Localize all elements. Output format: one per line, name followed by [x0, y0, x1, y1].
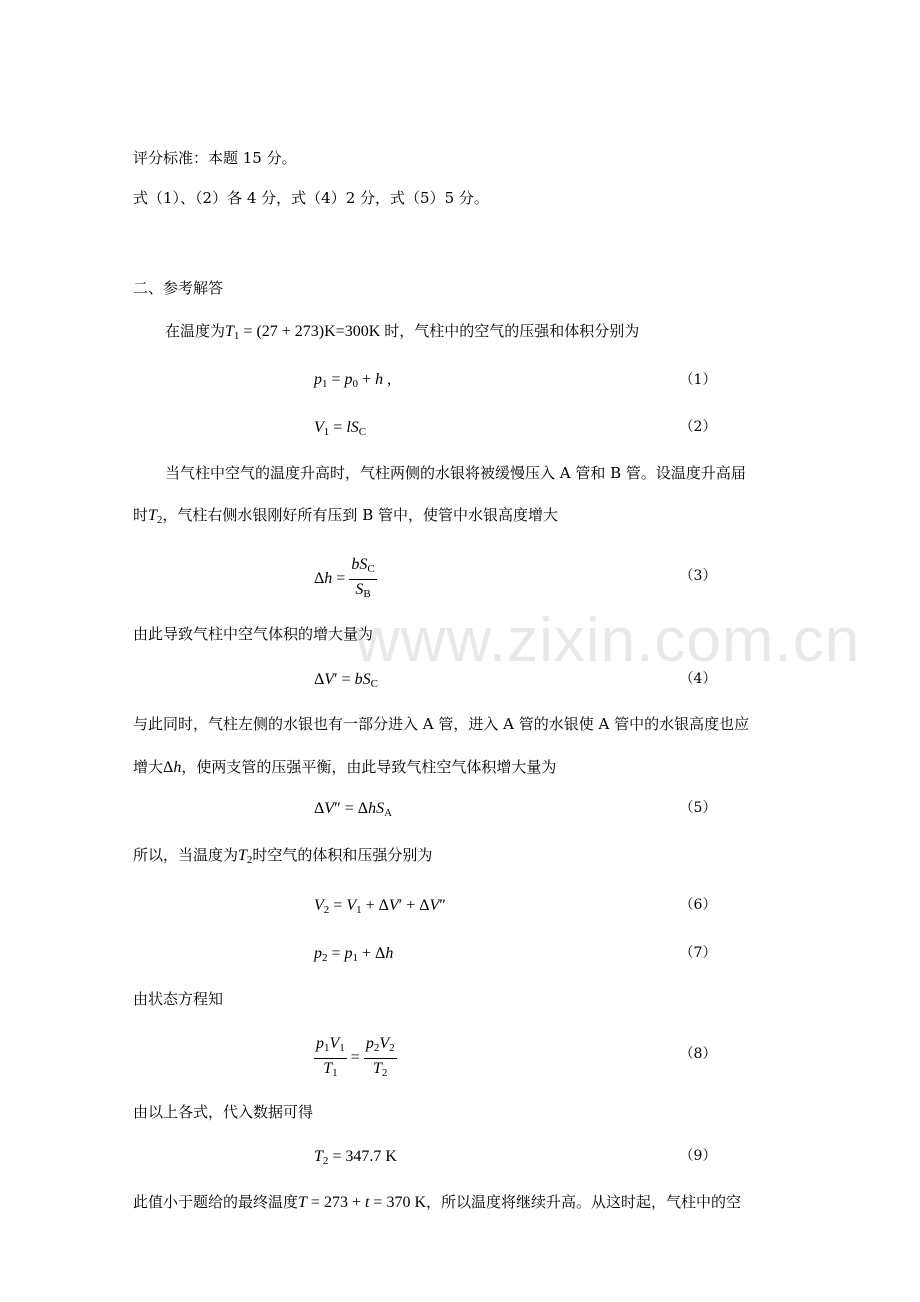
equation-4-number: （4） — [679, 671, 717, 687]
equation-3: Δh = $\frac{bS_C}{S_B}$ — [314, 556, 375, 600]
equation-9-number: （9） — [679, 1148, 717, 1164]
paragraph-4-line-1: 与此同时，气柱左侧的水银也有一部分进入 A 管，进入 A 管的水银使 A 管中的水银高度也应 — [133, 715, 750, 733]
para5-prefix: 所以，当温度为 — [133, 846, 239, 864]
watermark: www.zixin.com.cn — [355, 606, 861, 675]
para4-prefix: 增大 — [133, 758, 164, 776]
para8-prefix: 此值小于题给的最终温度 — [133, 1193, 299, 1211]
scoring-line-2: 式（1）、（2）各 4 分，式（4）2 分，式（5）5 分。 — [133, 189, 489, 207]
equation-1: $p_1 = p_0 + h$ , — [314, 371, 392, 390]
paragraph-8: 此值小于题给的最终温度T = 273 + t = 370 K，所以温度将继续升高。从这时起，气柱中的空 — [133, 1193, 742, 1211]
para8-suffix: ，所以温度将继续升高。从这时起，气柱中的空 — [426, 1193, 742, 1211]
scoring-line-1: 评分标准：本题 15 分。 — [133, 149, 297, 167]
equation-5-number: （5） — [679, 800, 717, 816]
equation-1-number: （1） — [679, 372, 717, 388]
equation-7: $p_2 = p_1 + \Delta h$ — [314, 945, 394, 964]
equation-9: $T_2 = 347.7$ K — [314, 1148, 397, 1167]
para1-suffix: 时，气柱中的空气的压强和体积分别为 — [384, 322, 640, 340]
paragraph-2-line-1: 当气柱中空气的温度升高时，气柱两侧的水银将被缓慢压入 A 管和 B 管。设温度升高届 — [165, 464, 746, 482]
para4-suffix: ，使两支管的压强平衡，由此导致气柱空气体积增大量为 — [181, 758, 557, 776]
equation-6-number: （6） — [679, 897, 717, 913]
paragraph-4-line-2: 增大Δh，使两支管的压强平衡，由此导致气柱空气体积增大量为 — [133, 758, 557, 776]
para5-suffix: 时空气的体积和压强分别为 — [252, 846, 433, 864]
equation-4: $\Delta V' = bS_C$ — [314, 671, 378, 690]
equation-2-number: （2） — [679, 419, 717, 435]
equation-8-number: （8） — [679, 1046, 717, 1062]
equation-5: ΔV″ = ΔhS$_A$ — [314, 800, 393, 819]
equation-7-number: （7） — [679, 945, 717, 961]
paragraph-6: 由状态方程知 — [133, 990, 224, 1008]
para2-suffix: ，气柱右侧水银刚好所有压到 B 管中，使管中水银高度增大 — [162, 506, 558, 524]
equation-8: $\frac{p_1V_1}{T_1}$ = $\frac{p_2V_2}{T_2}$ — [316, 1035, 395, 1079]
equation-6: $V_2 = V_1 + \Delta V' + \Delta V''$ — [314, 897, 446, 916]
section-title: 二、参考解答 — [133, 279, 224, 297]
paragraph-2-line-2: 时$T_2$，气柱右侧水银刚好所有压到 B 管中，使管中水银高度增大 — [133, 506, 558, 526]
equation-3-number: （3） — [679, 568, 717, 584]
paragraph-3: 由此导致气柱中空气体积的增大量为 — [133, 625, 374, 643]
paragraph-1: 在温度为$T_1 = (27 + 273)K=300K$ 时，气柱中的空气的压强和体积分别为 — [165, 322, 640, 342]
equation-2: $V_1 = lS_C$ — [314, 419, 367, 438]
paragraph-7: 由以上各式，代入数据可得 — [133, 1103, 314, 1121]
para1-prefix: 在温度为 — [165, 322, 226, 340]
para2-prefix: 时 — [133, 506, 149, 524]
paragraph-5: 所以，当温度为$T_2$时空气的体积和压强分别为 — [133, 846, 433, 866]
